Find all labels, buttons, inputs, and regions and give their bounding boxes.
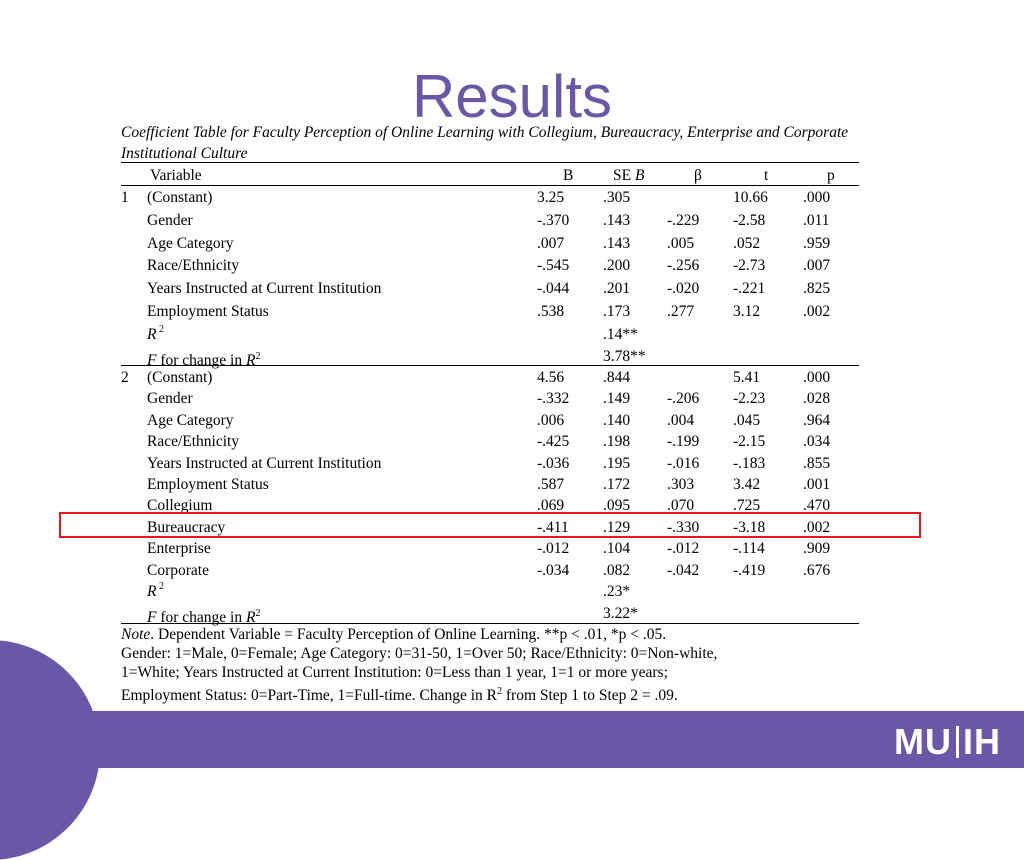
table-row (121, 560, 859, 582)
cell-beta: .070 (667, 497, 695, 515)
cell-beta: -.330 (667, 518, 700, 536)
cell-variable: Employment Status (147, 303, 269, 320)
table-row (121, 474, 859, 496)
table-caption: Coefficient Table for Faculty Perception of Online Learning with Collegium, Bureaucracy, Enterprise and Corporate Institutional Culture (121, 124, 849, 162)
cell-p: .028 (803, 390, 831, 408)
step-divider-rule (121, 365, 859, 366)
cell-p: .007 (803, 257, 831, 275)
cell-se-b: .140 (603, 411, 631, 429)
cell-variable: Employment Status (147, 476, 269, 493)
cell-t: .052 (733, 234, 761, 252)
cell-t: .725 (733, 497, 761, 515)
cell-se-b: .172 (603, 476, 631, 493)
cell-se-b: .844 (603, 369, 631, 386)
cell-b: .538 (537, 303, 565, 320)
cell-b: .007 (537, 234, 565, 252)
table-row (121, 255, 859, 277)
step-label: 2 (121, 369, 129, 386)
table-row (121, 210, 859, 232)
table-row (121, 453, 859, 475)
cell-beta: -.199 (667, 433, 700, 451)
cell-variable: Years Instructed at Current Institution (147, 454, 382, 472)
cell-beta: -.042 (667, 561, 700, 579)
table-note: Note. Dependent Variable = Faculty Perception of Online Learning. **p < .01, *p < .05. Gender: 1=Male, 0=Female; Age Category: 0=31-50, 1=Over 50; Race/Ethnicity: 0=Non-white, 1=White; Years Instructed at Current Institution: 0=Less than 1 year, 1=1 or more years; Employment Status: 0=Part-Time, 1=Full-time. Change in $R^2$ from Step 1 to Step 2 = .09. (121, 626, 718, 705)
cell-t: -2.23 (733, 390, 766, 408)
cell-b: 4.56 (537, 369, 565, 386)
header-t: t (764, 167, 769, 184)
cell-variable: Years Instructed at Current Institution (147, 280, 382, 298)
cell-b: .006 (537, 411, 565, 429)
cell-se-b: .143 (603, 211, 631, 229)
cell-beta: -.206 (667, 390, 700, 408)
table-header (121, 165, 859, 187)
cell-t: -2.73 (733, 257, 766, 275)
cell-t: -.419 (733, 561, 766, 579)
r-squared-label: R (147, 325, 157, 343)
table-row (121, 388, 859, 410)
cell-se-b: .198 (603, 433, 631, 451)
cell-p: .855 (803, 454, 831, 472)
cell-p: .470 (803, 497, 831, 515)
table-row (121, 233, 859, 255)
table-row (121, 187, 859, 209)
cell-se-b: .095 (603, 497, 631, 515)
cell-p: .002 (803, 303, 831, 320)
cell-beta: -.229 (667, 211, 700, 229)
cell-beta: -.012 (667, 540, 700, 558)
cell-p: .000 (803, 369, 831, 386)
cell-variable: Bureaucracy (147, 518, 226, 536)
cell-se-b: .195 (603, 454, 631, 472)
cell-b: -.044 (537, 280, 570, 298)
header-b: B (563, 167, 574, 184)
cell-p: .002 (803, 518, 831, 536)
f-change-value: 3.22* (603, 604, 638, 622)
step-label: 1 (121, 189, 129, 206)
cell-variable: Age Category (147, 411, 234, 429)
cell-b: -.012 (537, 540, 570, 558)
cell-se-b: .305 (603, 189, 631, 206)
header-p: p (827, 167, 835, 184)
cell-variable: Age Category (147, 234, 234, 252)
table-row (121, 410, 859, 432)
cell-p: .034 (803, 433, 831, 451)
cell-p: .676 (803, 561, 831, 579)
r-squared-row: R 2 .23* (121, 581, 859, 603)
muih-logo: MU IH (894, 721, 1001, 762)
cell-t: 5.41 (733, 369, 761, 386)
r-squared-value: .14** (603, 325, 638, 343)
table-top-rule (121, 162, 859, 163)
cell-t: 3.42 (733, 476, 761, 493)
cell-b: .069 (537, 497, 565, 515)
cell-p: .909 (803, 540, 831, 558)
cell-b: -.370 (537, 211, 570, 229)
cell-se-b: .082 (603, 561, 631, 579)
cell-variable: (Constant) (147, 369, 213, 386)
cell-b: .587 (537, 476, 565, 493)
r-squared-value: .23* (603, 583, 631, 600)
cell-t: -.221 (733, 280, 766, 298)
f-change-row (121, 603, 859, 625)
cell-p: .001 (803, 476, 831, 493)
slide-title: Results (411, 63, 613, 130)
footer-bar (0, 711, 1024, 768)
cell-variable: (Constant) (147, 189, 213, 206)
cell-se-b: .173 (603, 303, 631, 320)
table-row (121, 301, 859, 323)
cell-t: .045 (733, 411, 761, 429)
f-change-label: F for change in $R^2$ (147, 350, 261, 369)
cell-beta: .303 (667, 476, 695, 493)
header-rule (121, 185, 859, 186)
cell-variable: Gender (147, 211, 193, 229)
cell-variable: Race/Ethnicity (147, 257, 240, 275)
cell-se-b: .149 (603, 390, 631, 408)
cell-t: -.183 (733, 454, 766, 472)
table-row (121, 278, 859, 300)
cell-beta: -.016 (667, 454, 700, 472)
cell-se-b: .129 (603, 518, 631, 536)
table-row (121, 538, 859, 560)
cell-beta: .004 (667, 411, 695, 429)
table-row (121, 431, 859, 453)
highlight-box (59, 512, 921, 538)
f-change-value: 3.78** (603, 347, 646, 365)
cell-t: -2.15 (733, 433, 766, 451)
cell-p: .825 (803, 280, 831, 298)
cell-b: -.034 (537, 561, 570, 579)
cell-beta: -.020 (667, 280, 700, 298)
r-squared-row: R 2 .14** (121, 324, 859, 346)
cell-variable: Collegium (147, 497, 213, 515)
r-squared-label: R (147, 583, 157, 600)
cell-b: -.425 (537, 433, 570, 451)
cell-b: -.036 (537, 454, 570, 472)
cell-se-b: .143 (603, 234, 631, 252)
cell-t: 3.12 (733, 303, 761, 320)
table-row (121, 367, 859, 389)
cell-b: 3.25 (537, 189, 565, 206)
cell-variable: Gender (147, 390, 193, 408)
cell-beta: .005 (667, 234, 695, 252)
cell-beta: -.256 (667, 257, 700, 275)
cell-p: .000 (803, 189, 831, 206)
header-variable: Variable (150, 167, 202, 184)
cell-se-b: .104 (603, 540, 631, 558)
cell-variable: Corporate (147, 561, 209, 579)
cell-p: .959 (803, 234, 831, 252)
cell-t: -3.18 (733, 518, 766, 536)
cell-variable: Enterprise (147, 540, 211, 558)
cell-b: -.545 (537, 257, 570, 275)
cell-se-b: .200 (603, 257, 631, 275)
header-beta: β (694, 167, 702, 184)
cell-b: -.411 (537, 518, 569, 536)
cell-t: 10.66 (733, 189, 768, 206)
cell-p: .011 (803, 211, 830, 229)
cell-t: -.114 (733, 540, 765, 558)
cell-p: .964 (803, 411, 831, 429)
cell-b: -.332 (537, 390, 570, 408)
cell-t: -2.58 (733, 211, 766, 229)
cell-beta: .277 (667, 303, 695, 320)
cell-variable: Race/Ethnicity (147, 433, 240, 451)
f-change-label: F for change in $R^2$ (147, 607, 261, 626)
table-bottom-rule (121, 623, 859, 624)
header-se-b: SE B (613, 167, 645, 184)
cell-se-b: .201 (603, 280, 631, 298)
